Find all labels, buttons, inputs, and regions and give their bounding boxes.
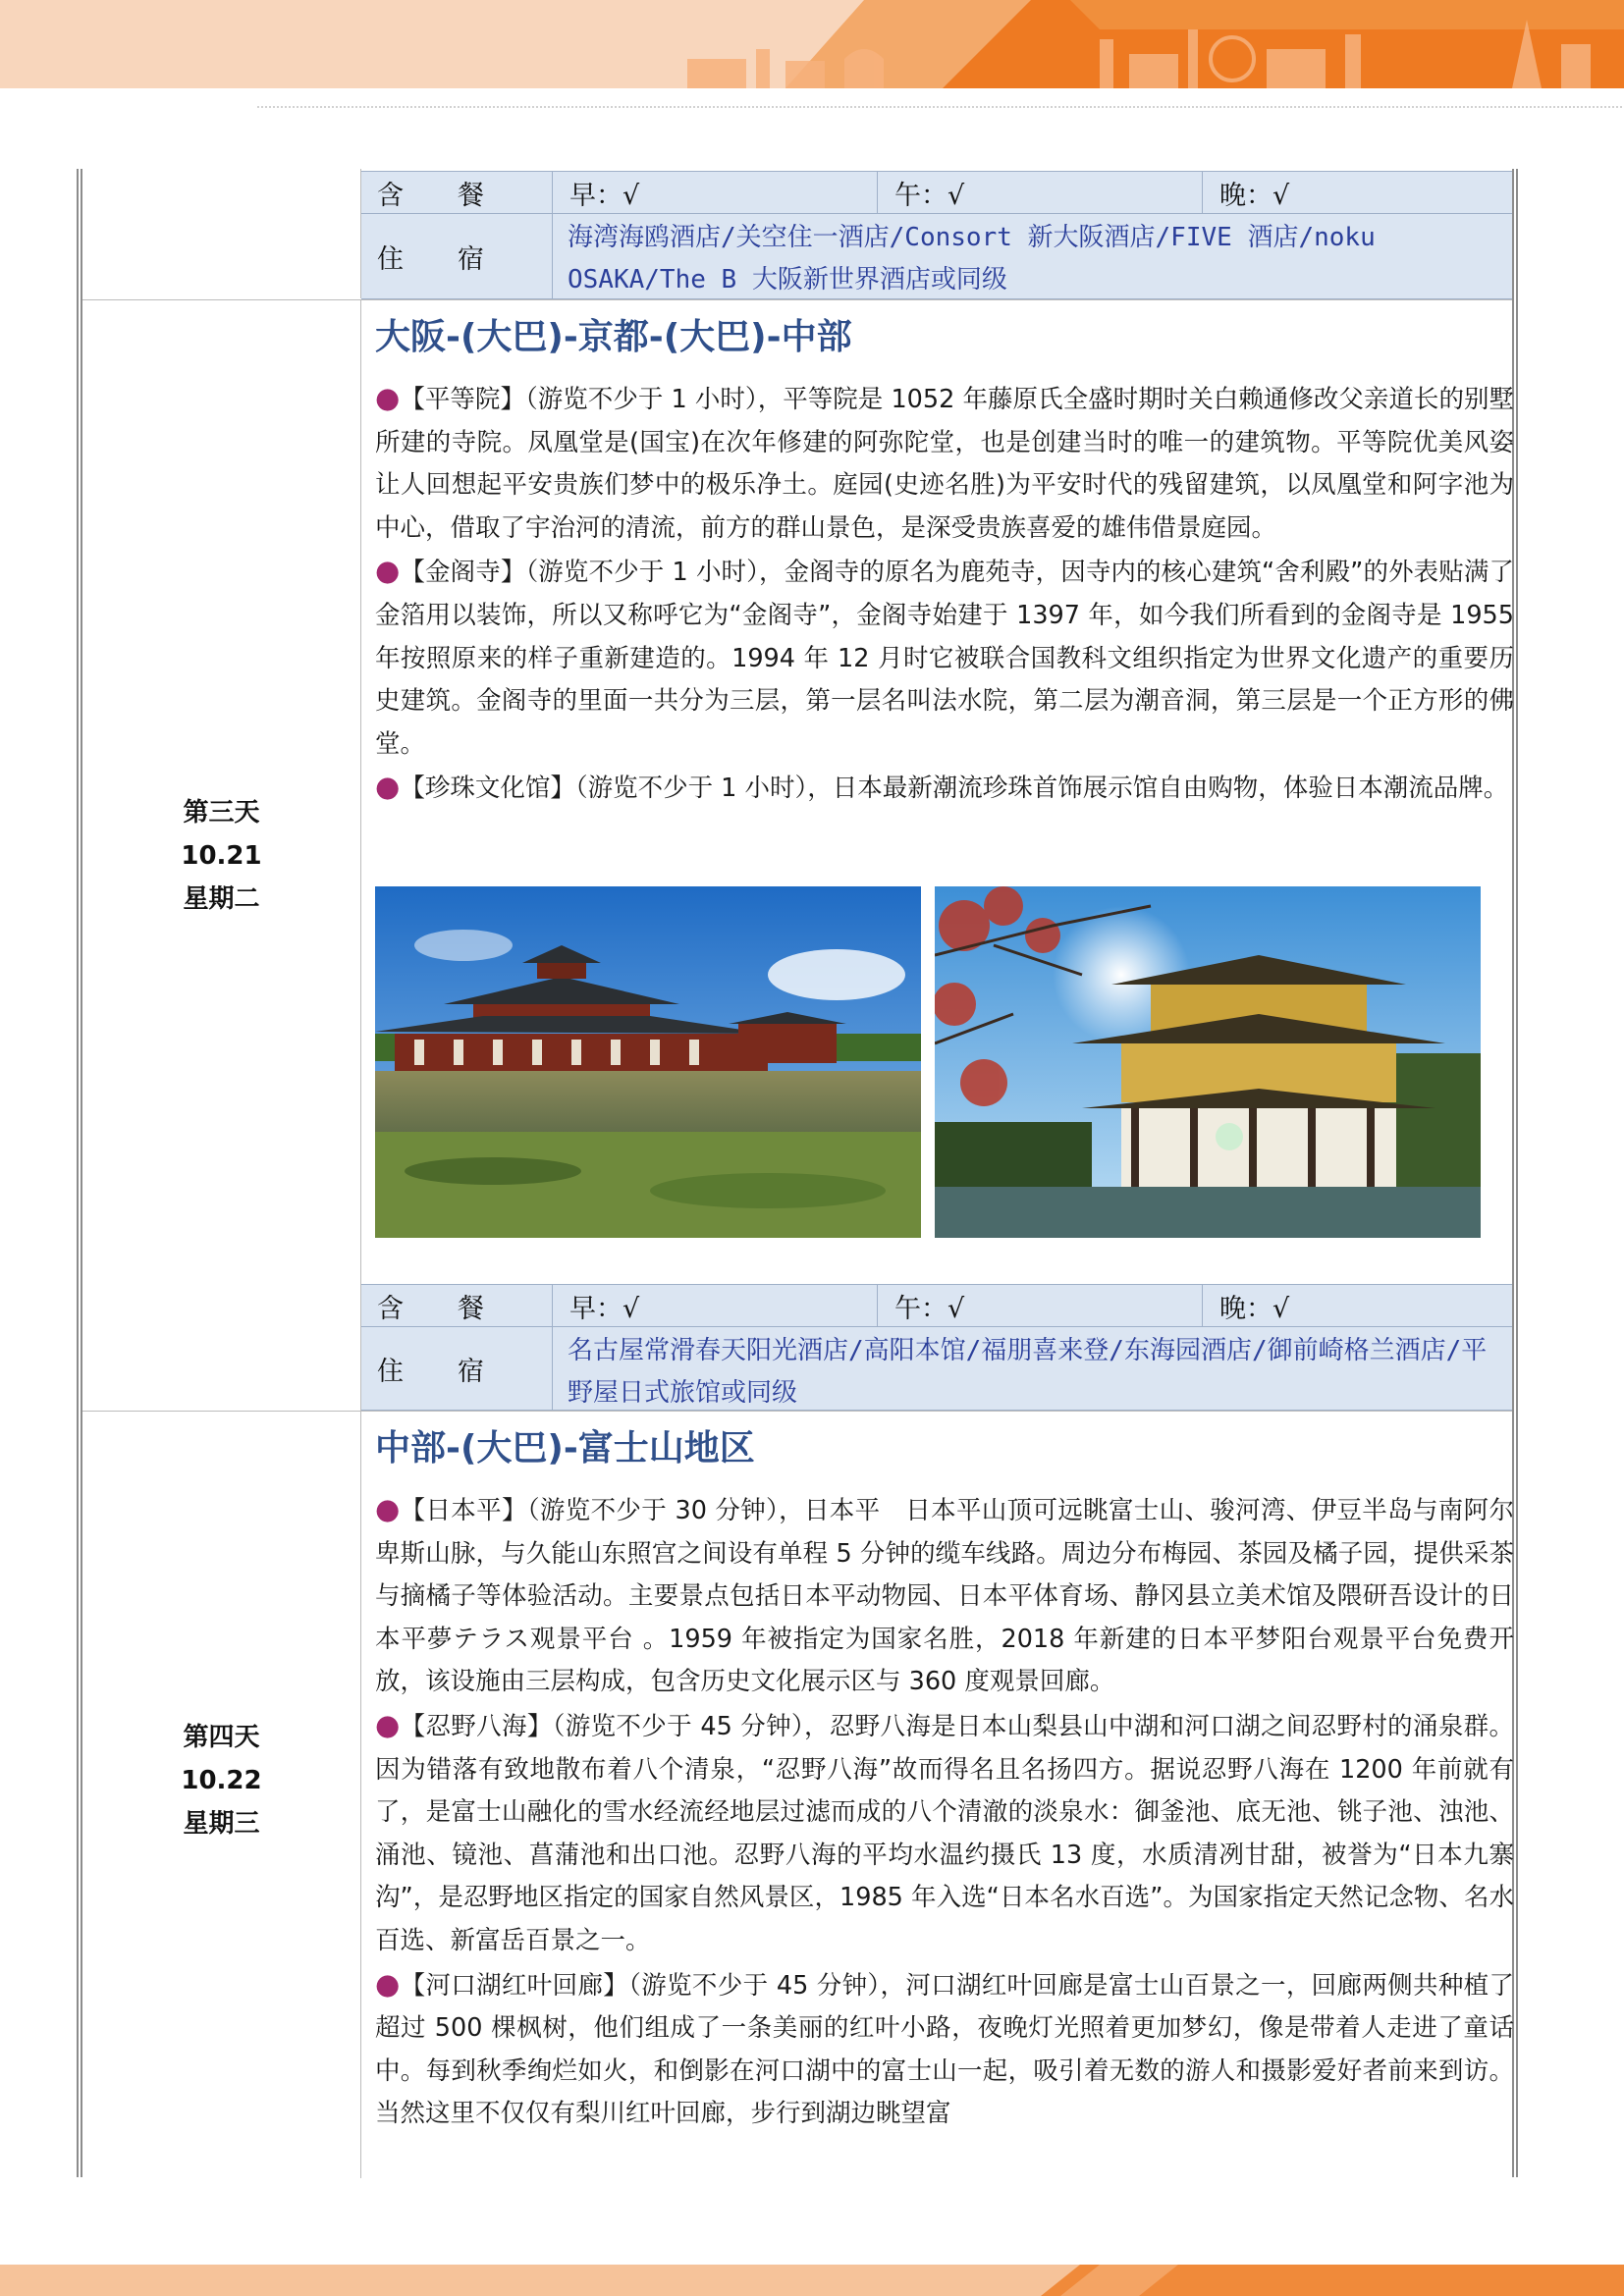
bullet-icon: ● [375, 554, 401, 588]
day4-date-cell [82, 1412, 361, 2178]
dinner-cell: 晚：√ [1219, 180, 1290, 211]
attraction-name: 【河口湖红叶回廊】 [400, 1970, 629, 2001]
bullet-icon: ● [375, 1966, 401, 2001]
day4-content [361, 1412, 1512, 2178]
attraction-paragraph [375, 550, 1514, 766]
attraction-name: 【金阁寺】 [400, 558, 526, 588]
kinkakuji-temple-photo [935, 886, 1481, 1238]
day4-description [375, 1488, 1514, 2136]
attraction-paragraph [375, 377, 1514, 550]
hotel-list: 名古屋常滑春天阳光酒店/高阳本馆/福朋喜来登/东海园酒店/御前崎格兰酒店/平野屋日式旅馆或同级 [568, 1336, 1488, 1408]
day-cell-empty [82, 169, 361, 298]
attraction-text: （游览不少于 45 分钟），忍野八海是日本山梨县山中湖和河口湖之间忍野村的涌泉群。因为错落有致地散布着八个清泉，“忍野八海”故而得名且名扬四方。据说忍野八海在 1200 年前就有了，是富士山融化的雪水经流经地层过滤而成的八个清澈的淡泉水：御釜池、底无池、铫子池、浊池、涌池、镜池、菖蒲池和出口池。忍野八海的平均水温约摄氏 13 度，水质清冽甘甜，被誉为“日本九寨沟”，是忍野地区指定的国家自然风景区，1985 年入选“日本名水百选”。为国家指定天然记念物、名水百选、新富岳百景之一。 [375, 1711, 1514, 1955]
day-weekday: 星期二 [183, 883, 260, 914]
meals-row [361, 1285, 1512, 1327]
day3-description [375, 377, 1514, 811]
attraction-name: 【日本平】 [400, 1496, 527, 1525]
day-number: 第四天 [183, 1723, 260, 1752]
attraction-paragraph [375, 1488, 1514, 1704]
footer-banner [0, 2265, 1624, 2296]
dinner-cell: 晚：√ [1219, 1293, 1290, 1324]
bullet-icon: ● [375, 770, 401, 804]
attraction-text: （游览不少于 45 分钟），河口湖红叶回廊是富士山百景之一，回廊两侧共种植了超过 500 棵枫树，他们组成了一条美丽的红叶小路，夜晚灯光照着更加梦幻，像是带着人走进了童话中。每到秋季绚烂如火，和倒影在河口湖中的富士山一起，吸引着无数的游人和摄影爱好者前来到访。当然这里不仅仅有梨川红叶回廊，步行到湖边眺望富 [375, 1970, 1514, 2129]
city-skyline-banner [0, 0, 1624, 88]
attraction-text: （游览不少于 1 小时），日本最新潮流珍珠首饰展示馆自由购物，体验日本潮流品牌。 [574, 774, 1509, 804]
attraction-text: （游览不少于 30 分钟），日本平 日本平山顶可远眺富士山、骏河湾、伊豆半岛与南阿尔卑斯山脉，与久能山东照宫之间设有单程 5 分钟的缆车线路。周边分布梅园、茶园及橘子园，提供采茶与摘橘子等体验活动。主要景点包括日本平动物园、日本平体育场、静冈县立美术馆及隈研吾设计的日本平夢テラス观景平台 。1959 年被指定为国家名胜，2018 年新建的日本平梦阳台观景平台免费开放，该设施由三层构成，包含历史文化展示区与 360 度观景回廊。 [375, 1496, 1514, 1697]
day3-content [361, 300, 1515, 1411]
hotel-label: 住 宿 [361, 214, 553, 298]
attraction-name: 【忍野八海】 [400, 1711, 553, 1741]
breakfast-cell: 早：√ [554, 172, 878, 213]
day-number: 第三天 [183, 797, 260, 828]
meals-row [361, 172, 1512, 214]
meals-label: 含 餐 [361, 1285, 553, 1326]
day-date: 10.21 [181, 840, 262, 871]
hotel-row [361, 214, 1512, 299]
day4-date-stack [181, 1716, 261, 1845]
hotel-row [361, 1327, 1512, 1411]
meals-label: 含 餐 [361, 172, 553, 213]
day-route-title: 中部-(大巴)-富士山地区 [375, 1428, 755, 1468]
day-weekday: 星期三 [183, 1809, 260, 1839]
header-divider [257, 106, 1622, 108]
day-row-day3 [82, 299, 1515, 1411]
day3-date-cell [82, 300, 361, 1411]
header-banner [0, 0, 1624, 88]
footer-stripe [0, 2265, 1624, 2296]
attraction-text: （游览不少于 1 小时），金阁寺的原名为鹿苑寺，因寺内的核心建筑“舍利殿”的外表贴满了金箔用以装饰，所以又称呼它为“金阁寺”，金阁寺始建于 1397 年，如今我们所看到的金阁寺是 1955 年按照原来的样子重新建造的。1994 年 12 月时它被联合国教科文组织指定为世界文化遗产的重要历史建筑。金阁寺的里面一共分为三层，第一层名叫法水院，第二层为潮音洞，第三层是一个正方形的佛堂。 [375, 558, 1514, 759]
byodoin-temple-photo [375, 886, 921, 1238]
hotel-list: 海湾海鸥酒店/关空住一酒店/Consort 新大阪酒店/FIVE 酒店/noku OSAKA/The B 大阪新世界酒店或同级 [568, 223, 1376, 294]
lunch-cell: 午：√ [879, 1285, 1203, 1326]
breakfast-cell: 早：√ [554, 1285, 878, 1326]
itinerary-table [77, 169, 1518, 2177]
bullet-icon: ● [375, 1492, 401, 1525]
lunch-cell: 午：√ [879, 172, 1203, 213]
attraction-name: 【珍珠文化馆】 [400, 774, 575, 804]
attraction-paragraph [375, 766, 1514, 811]
hotel-label: 住 宿 [361, 1327, 553, 1410]
day-row-day4 [82, 1411, 1512, 2178]
day-date: 10.22 [181, 1766, 262, 1795]
attraction-paragraph [375, 1704, 1514, 1963]
bullet-icon: ● [375, 381, 401, 414]
info-block-previous [361, 171, 1512, 299]
day-route-title: 大阪-(大巴)-京都-(大巴)-中部 [375, 317, 852, 357]
attraction-paragraph [375, 1963, 1514, 2136]
attraction-name: 【平等院】 [400, 385, 525, 414]
attraction-text: （游览不少于 1 小时），平等院是 1052 年藤原氏全盛时期时关白赖通修改父亲道长的别墅所建的寺院。凤凰堂是(国宝)在次年修建的阿弥陀堂，也是创建当时的唯一的建筑物。平等院优美风姿让人回想起平安贵族们梦中的极乐净土。庭园(史迹名胜)为平安时代的残留建筑，以凤凰堂和阿字池为中心，借取了宇治河的清流，前方的群山景色，是深受贵族喜爱的雄伟借景庭园。 [375, 385, 1515, 543]
info-block-day3 [361, 1284, 1512, 1411]
bullet-icon: ● [375, 1707, 401, 1741]
